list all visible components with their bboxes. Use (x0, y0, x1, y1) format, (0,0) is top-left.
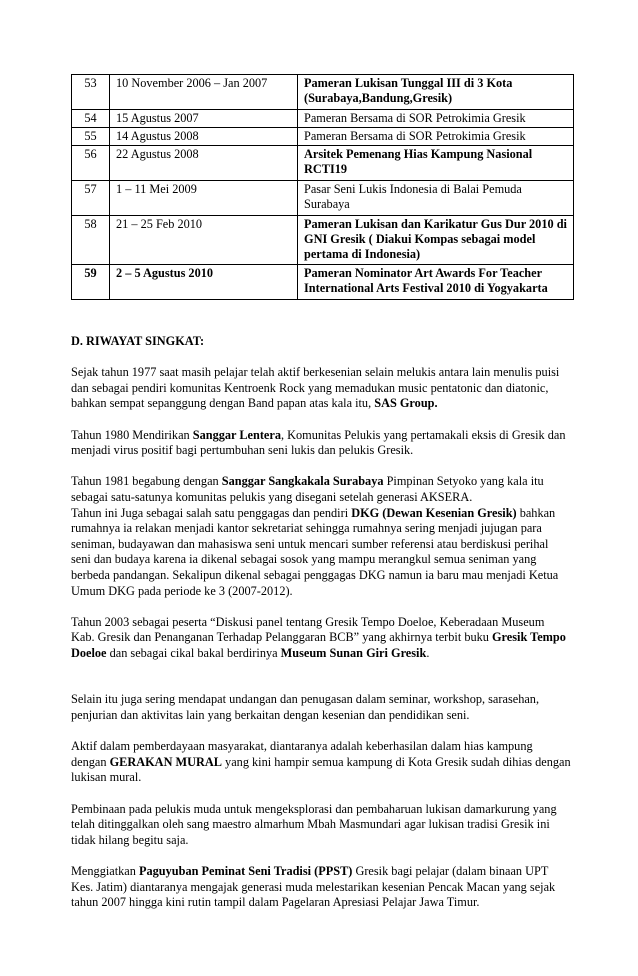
row-number: 58 (72, 216, 110, 265)
text-run: Tahun ini Juga sebagai salah satu penggagas dan pendiri (71, 505, 352, 520)
row-number: 54 (72, 110, 110, 128)
table-row (72, 128, 574, 146)
row-number: 56 (72, 146, 110, 181)
table-row (72, 181, 574, 216)
row-description: Pameran Lukisan dan Karikatur Gus Dur 2010 di GNI Gresik ( Diakui Kompas sebagai model pertama di Indonesia) (298, 216, 574, 265)
bold-text: Sanggar Sangkakala Surabaya (221, 474, 384, 489)
paragraph-3 (71, 474, 571, 599)
row-description: Arsitek Pemenang Hias Kampung Nasional RCTI19 (298, 146, 574, 181)
exhibition-table (71, 74, 574, 300)
row-date: 10 November 2006 – Jan 2007 (110, 75, 298, 110)
text-run: Gresik bagi pelajar (dalam binaan UPT Kes. Jatim) diantaranya mengajak generasi muda melestarikan kesenian Pencak Macan yang sejak tahun 2007 hingga kini rutin tampil dalam Pagelaran Apresiasi Pelajar Jawa Timur. (71, 864, 556, 910)
text-run: bahkan rumahnya ia relakan menjadi kantor sekretariat sehingga rumahnya sering menjadi jujugan para seniman, budayawan dan mahasiswa seni untuk mencari sumber referensi atau berdiskusi perihal seni dan budaya karena ia dikenal sebagai sosok yang mampu merangkul semua seniman yang berbeda pandangan. Sekalipun dikenal sebagai penggagas DKG namun ia baru mau menjadi Ketua Umum DKG pada periode ke 3 (2007-2012). (71, 505, 559, 598)
table-row (72, 146, 574, 181)
section-heading: D. RIWAYAT SINGKAT: (71, 334, 205, 348)
table-row (72, 265, 574, 300)
bold-text: SAS Group. (374, 396, 438, 411)
biography-section (71, 334, 571, 926)
text-run: Menggiatkan (71, 864, 139, 878)
row-date: 14 Agustus 2008 (110, 128, 298, 146)
text-run: . (426, 645, 430, 660)
row-number: 55 (72, 128, 110, 146)
paragraph-7: Pembinaan pada pelukis muda untuk mengeksplorasi dan pembaharuan lukisan damarkurung yang telah ditinggalkan oleh sang maestro almarhum Mbah Masmundari agar lukisan tradisi Gresik ini tidak hilang begitu saja. (71, 801, 557, 847)
bold-text: GERAKAN MURAL (109, 754, 222, 769)
text-run: Tahun 1981 begabung dengan (71, 474, 222, 489)
table-row (72, 110, 574, 128)
paragraph-8 (71, 864, 571, 911)
paragraph-4 (71, 615, 571, 662)
text-run: yang kini hampir semua kampung di Kota Gresik sudah dihias dengan lukisan mural. (71, 754, 571, 785)
text-run: Tahun 2003 sebagai peserta “Diskusi panel tentang Gresik Tempo Doeloe, Keberadaan Museum Kab. Gresik dan Penanganan Terhadap Pelanggaran BCB” yang akhirnya terbit buku (71, 614, 545, 645)
row-number: 59 (72, 265, 110, 300)
text-run: Aktif dalam pemberdayaan masyarakat, diantaranya adalah keberhasilan dalam hias kampung dengan (71, 739, 533, 769)
bold-text: Paguyuban Peminat Seni Tradisi (PPST) (138, 864, 353, 878)
text-run: , Komunitas Pelukis yang pertamakali eksis di Gresik dan menjadi virus positif bagi pertumbuhan seni lukis dan pelukis Gresik. (71, 427, 566, 458)
bold-text: Museum Sunan Giri Gresik (280, 645, 427, 660)
row-description: Pameran Bersama di SOR Petrokimia Gresik (298, 128, 574, 146)
text-run: dan sebagai cikal bakal berdirinya (106, 645, 281, 660)
bold-text: Sanggar Lentera (192, 427, 281, 442)
table-row (72, 75, 574, 110)
paragraph-6 (71, 739, 571, 786)
row-description: Pasar Seni Lukis Indonesia di Balai Pemuda Surabaya (298, 181, 574, 216)
row-number: 57 (72, 181, 110, 216)
text-run: Pimpinan Setyoko yang kala itu sebagai satu-satunya komunitas pelukis yang disegani setelah generasi AKSERA. (71, 474, 544, 504)
row-description: Pameran Bersama di SOR Petrokimia Gresik (298, 110, 574, 128)
paragraph-5: Selain itu juga sering mendapat undangan dan penugasan dalam seminar, workshop, sarasehan, penjurian dan aktivitas lain yang berkaitan dengan kesenian dan pendidikan seni. (71, 692, 540, 723)
bold-text: DKG (Dewan Kesenian Gresik) (351, 505, 517, 520)
text-run: Tahun 1980 Mendirikan (71, 427, 193, 442)
text-run: Sejak tahun 1977 saat masih pelajar telah aktif berkesenian selain melukis antara lain menulis puisi dan sebagai pendiri komunitas Kentroenk Rock yang memadukan music pentatonic dan diatonic, bahkan sempat sepanggung dengan Band papan atas kala itu, (71, 365, 560, 411)
row-number: 53 (72, 75, 110, 110)
row-date: 2 – 5 Agustus 2010 (110, 265, 298, 300)
row-date: 22 Agustus 2008 (110, 146, 298, 181)
paragraph-2 (71, 428, 571, 459)
paragraph-1 (71, 365, 571, 412)
row-date: 21 – 25 Feb 2010 (110, 216, 298, 265)
row-date: 1 – 11 Mei 2009 (110, 181, 298, 216)
bold-text: Gresik Tempo Doeloe (71, 630, 566, 660)
row-description: Pameran Nominator Art Awards For Teacher International Arts Festival 2010 di Yogyakarta (298, 265, 574, 300)
row-description: Pameran Lukisan Tunggal III di 3 Kota (Surabaya,Bandung,Gresik) (298, 75, 574, 110)
row-date: 15 Agustus 2007 (110, 110, 298, 128)
table-row (72, 216, 574, 265)
